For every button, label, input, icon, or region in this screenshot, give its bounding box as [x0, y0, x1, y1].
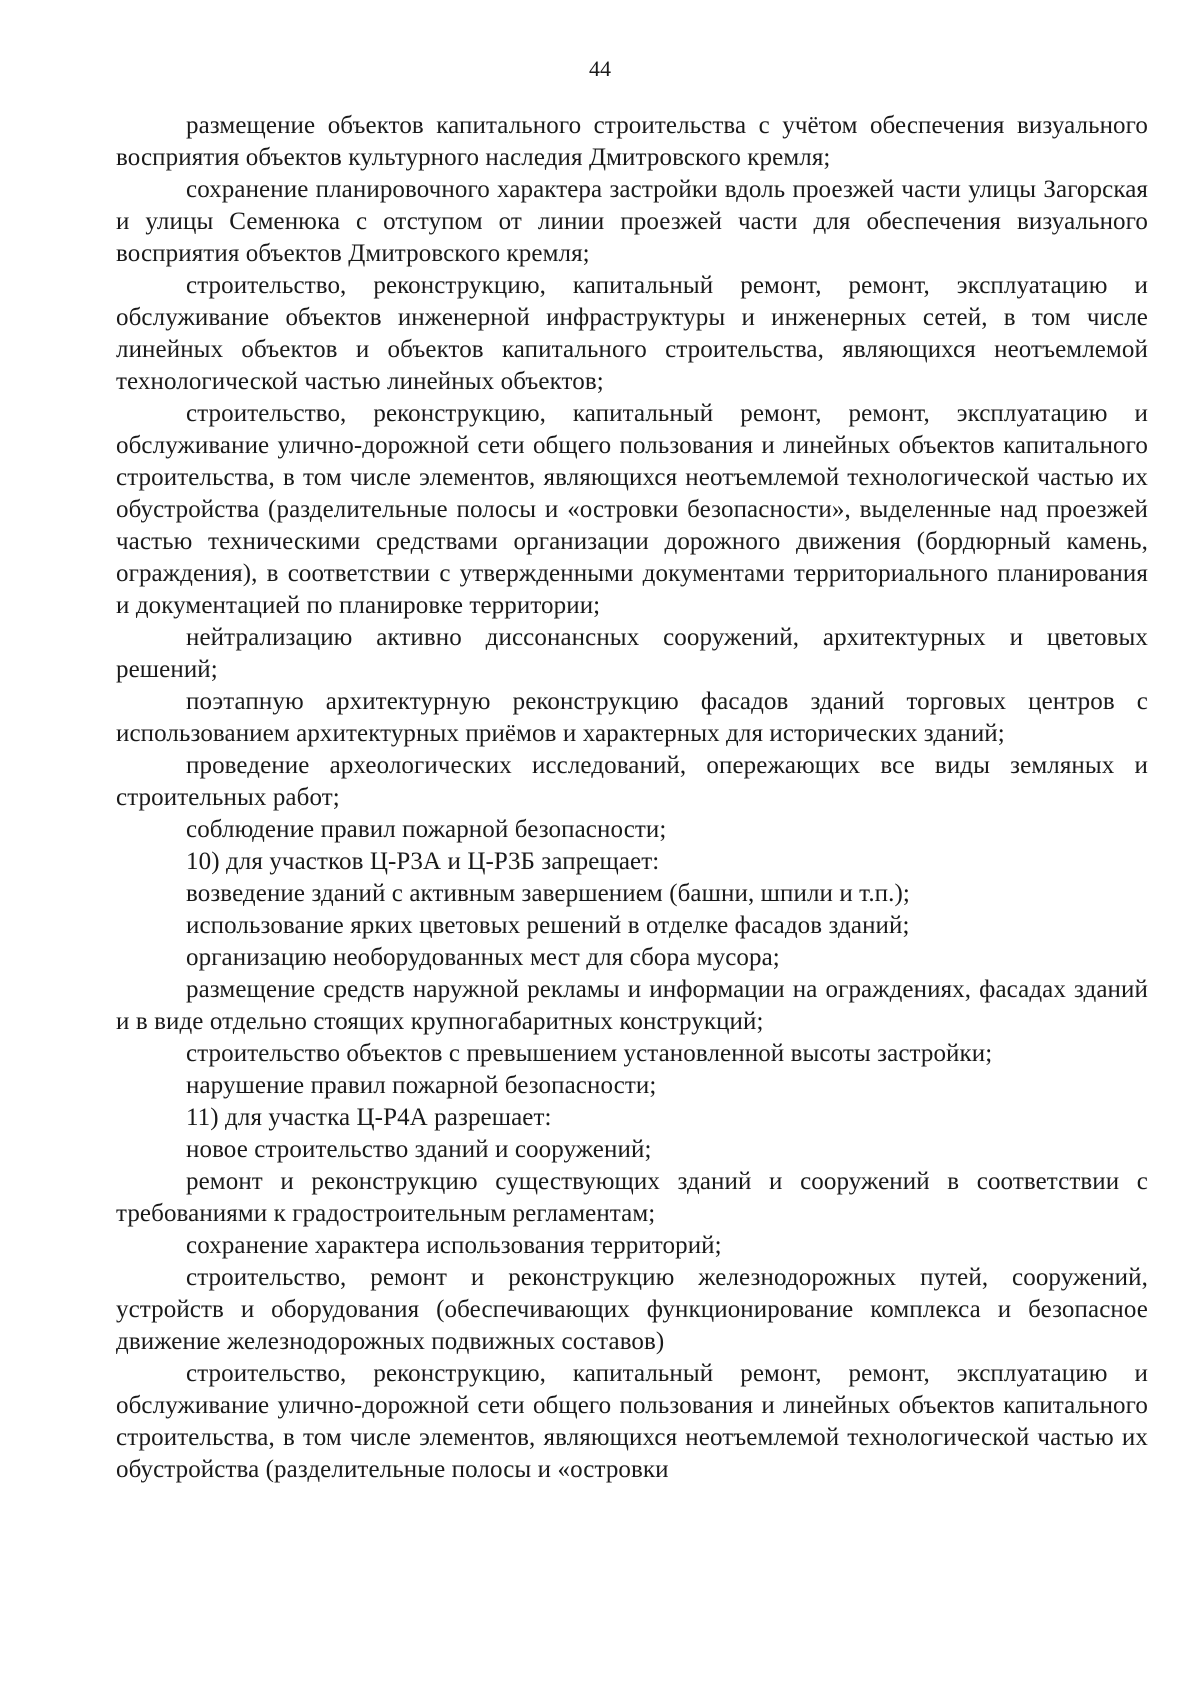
- paragraph: нарушение правил пожарной безопасности;: [186, 1072, 657, 1099]
- paragraph: ремонт и реконструкцию существующих зданий и сооружений в соответствии с требованиями к градостроительным регламентам;: [116, 1168, 1148, 1227]
- paragraph: нейтрализацию активно диссонансных сооружений, архитектурных и цветовых решений;: [116, 624, 1148, 683]
- paragraph: сохранение планировочного характера застройки вдоль проезжей части улицы Загорская и улицы Семенюка с отступом от линии проезжей части для обеспечения визуального восприятия объектов Дмитровского кремля;: [116, 176, 1148, 267]
- paragraph: проведение археологических исследований, опережающих все виды земляных и строительных работ;: [116, 752, 1148, 811]
- document-body: [116, 110, 1148, 1486]
- paragraph: поэтапную архитектурную реконструкцию фасадов зданий торговых центров с использованием архитектурных приёмов и характерных для исторических зданий;: [116, 688, 1148, 747]
- list-heading: 10) для участков Ц-Р3А и Ц-Р3Б запрещает:: [186, 848, 660, 875]
- paragraph: строительство, реконструкцию, капитальный ремонт, ремонт, эксплуатацию и обслуживание объектов инженерной инфраструктуры и инженерных сетей, в том числе линейных объектов и объектов капитального строительства, являющихся неотъемлемой технологической частью линейных объектов;: [116, 272, 1148, 395]
- paragraph: соблюдение правил пожарной безопасности;: [186, 816, 667, 843]
- list-heading: 11) для участка Ц-Р4А разрешает:: [186, 1104, 552, 1131]
- paragraph: строительство, ремонт и реконструкцию железнодорожных путей, сооружений, устройств и оборудования (обеспечивающих функционирование комплекса и безопасное движение железнодорожных подвижных составов): [116, 1264, 1148, 1355]
- paragraph: размещение объектов капитального строительства с учётом обеспечения визуального восприятия объектов культурного наследия Дмитровского кремля;: [116, 112, 1148, 171]
- paragraph: возведение зданий с активным завершением (башни, шпили и т.п.);: [186, 880, 910, 907]
- paragraph: использование ярких цветовых решений в отделке фасадов зданий;: [186, 912, 910, 939]
- paragraph: организацию необорудованных мест для сбора мусора;: [186, 944, 780, 971]
- page-number: 44: [589, 56, 611, 81]
- paragraph: размещение средств наружной рекламы и информации на ограждениях, фасадах зданий и в виде отдельно стоящих крупногабаритных конструкций;: [116, 976, 1148, 1035]
- paragraph: сохранение характера использования территорий;: [186, 1232, 722, 1259]
- paragraph: строительство, реконструкцию, капитальный ремонт, ремонт, эксплуатацию и обслуживание улично-дорожной сети общего пользования и линейных объектов капитального строительства, в том числе элементов, являющихся неотъемлемой технологической частью их обустройства (разделительные полосы и «островки безопасности», выделенные над проезжей частью техническими средствами организации дорожного движения (бордюрный камень, ограждения), в соответствии с утвержденными документами территориального планирования и документацией по планировке территории;: [116, 400, 1148, 619]
- paragraph: строительство, реконструкцию, капитальный ремонт, ремонт, эксплуатацию и обслуживание улично-дорожной сети общего пользования и линейных объектов капитального строительства, в том числе элементов, являющихся неотъемлемой технологической частью их обустройства (разделительные полосы и «островки: [116, 1360, 1148, 1483]
- paragraph: новое строительство зданий и сооружений;: [186, 1136, 652, 1163]
- paragraph: строительство объектов с превышением установленной высоты застройки;: [186, 1040, 993, 1067]
